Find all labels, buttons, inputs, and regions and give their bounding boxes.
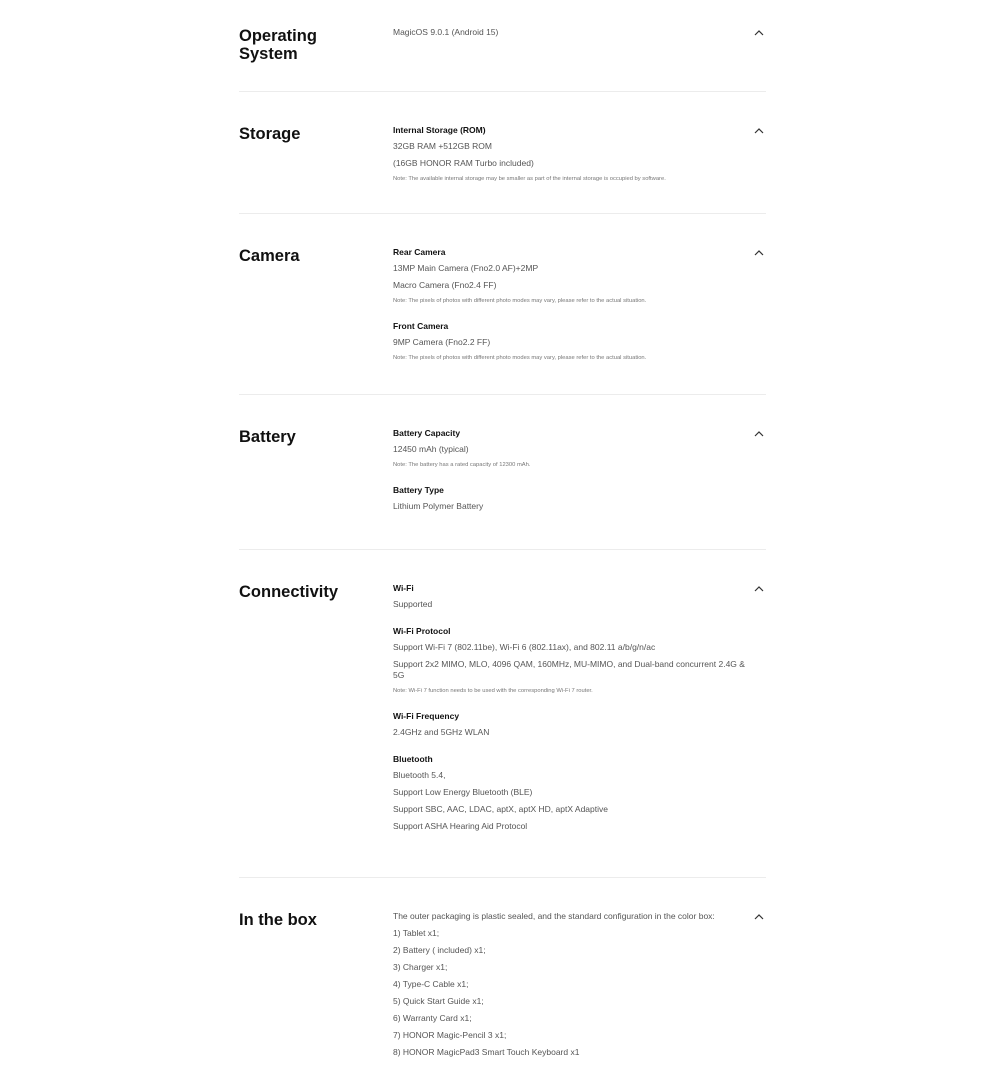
spec-value: Support Wi-Fi 7 (802.11be), Wi-Fi 6 (802.11ax), and 802.11 a/b/g/n/ac bbox=[393, 642, 656, 652]
spec-value: 8) HONOR MagicPad3 Smart Touch Keyboard x1 bbox=[393, 1047, 580, 1057]
section-divider bbox=[239, 877, 766, 878]
chevron-up-icon bbox=[752, 912, 766, 922]
spec-value: 2.4GHz and 5GHz WLAN bbox=[393, 727, 490, 737]
spec-value: 3) Charger x1; bbox=[393, 962, 448, 972]
section-title: Storage bbox=[239, 125, 301, 143]
chevron-up-icon bbox=[752, 126, 766, 136]
spec-label: Rear Camera bbox=[393, 247, 446, 257]
section-body bbox=[393, 247, 748, 378]
spec-group bbox=[393, 247, 748, 305]
section-title: Battery bbox=[239, 428, 296, 446]
spec-label: Front Camera bbox=[393, 321, 449, 331]
box-intro-text: The outer packaging is plastic sealed, and the standard configuration in the color box: bbox=[393, 911, 715, 921]
spec-label: Battery Type bbox=[393, 485, 444, 495]
spec-value: MagicOS 9.0.1 (Android 15) bbox=[393, 27, 499, 37]
spec-value: 5) Quick Start Guide x1; bbox=[393, 996, 484, 1006]
section-divider bbox=[239, 394, 766, 395]
spec-label: Battery Capacity bbox=[393, 428, 461, 438]
spec-label: Internal Storage (ROM) bbox=[393, 125, 486, 135]
section-title: Connectivity bbox=[239, 583, 339, 601]
spec-value: Support Low Energy Bluetooth (BLE) bbox=[393, 787, 533, 797]
spec-value: Bluetooth 5.4, bbox=[393, 770, 446, 780]
spec-value: 1) Tablet x1; bbox=[393, 928, 440, 938]
chevron-up-icon bbox=[752, 429, 766, 439]
section-divider bbox=[239, 549, 766, 550]
collapse-toggle-button[interactable] bbox=[752, 912, 766, 922]
spec-value: 4) Type-C Cable x1; bbox=[393, 979, 469, 989]
section-body bbox=[393, 428, 748, 528]
collapse-toggle-button[interactable] bbox=[752, 248, 766, 258]
spec-note: Note: The pixels of photos with different photo modes may vary, please refer to the actual situation. bbox=[393, 355, 647, 361]
spec-group bbox=[393, 428, 748, 469]
spec-group bbox=[393, 485, 748, 512]
section-title: Operating System bbox=[239, 27, 317, 63]
section-title: Camera bbox=[239, 247, 300, 265]
collapse-toggle-button[interactable] bbox=[752, 584, 766, 594]
spec-group bbox=[393, 626, 748, 695]
section-body bbox=[393, 125, 748, 199]
collapse-toggle-button[interactable] bbox=[752, 429, 766, 439]
spec-value: 12450 mAh (typical) bbox=[393, 444, 469, 454]
spec-value: Supported bbox=[393, 599, 433, 609]
spec-group bbox=[393, 928, 748, 1058]
section-divider bbox=[239, 91, 766, 92]
chevron-up-icon bbox=[752, 248, 766, 258]
spec-value: 2) Battery ( included) x1; bbox=[393, 945, 486, 955]
spec-note: Note: The pixels of photos with different photo modes may vary, please refer to the actual situation. bbox=[393, 298, 647, 304]
section-body bbox=[393, 911, 748, 1074]
collapse-toggle-button[interactable] bbox=[752, 28, 766, 38]
collapse-toggle-button[interactable] bbox=[752, 126, 766, 136]
spec-value: 32GB RAM +512GB ROM bbox=[393, 141, 492, 151]
spec-label: Wi-Fi bbox=[393, 583, 414, 593]
spec-value: Lithium Polymer Battery bbox=[393, 501, 484, 511]
spec-group bbox=[393, 321, 748, 362]
spec-group bbox=[393, 711, 748, 738]
spec-note: Note: The available internal storage may be smaller as part of the internal storage is occupied by software. bbox=[393, 176, 666, 182]
spec-label: Bluetooth bbox=[393, 754, 433, 764]
spec-group bbox=[393, 125, 748, 183]
spec-label: Wi-Fi Protocol bbox=[393, 626, 451, 636]
spec-value: Support ASHA Hearing Aid Protocol bbox=[393, 821, 528, 831]
spec-group bbox=[393, 583, 748, 610]
section-body bbox=[393, 27, 748, 54]
spec-value: (16GB HONOR RAM Turbo included) bbox=[393, 158, 534, 168]
spec-value: Support SBC, AAC, LDAC, aptX, aptX HD, aptX Adaptive bbox=[393, 804, 608, 814]
section-body bbox=[393, 583, 748, 848]
spec-value: Support 2x2 MIMO, MLO, 4096 QAM, 160MHz, MU-MIMO, and Dual-band concurrent 2.4G & 5G bbox=[393, 659, 745, 680]
section-divider bbox=[239, 213, 766, 214]
spec-value: 7) HONOR Magic-Pencil 3 x1; bbox=[393, 1030, 507, 1040]
spec-note: Note: Wi-Fi 7 function needs to be used with the corresponding Wi-Fi 7 router. bbox=[393, 688, 593, 694]
spec-value: 9MP Camera (Fno2.2 FF) bbox=[393, 337, 491, 347]
chevron-up-icon bbox=[752, 584, 766, 594]
spec-value: Macro Camera (Fno2.4 FF) bbox=[393, 280, 497, 290]
spec-group bbox=[393, 27, 748, 38]
spec-note: Note: The battery has a rated capacity of 12300 mAh. bbox=[393, 462, 531, 468]
chevron-up-icon bbox=[752, 28, 766, 38]
spec-label: Wi-Fi Frequency bbox=[393, 711, 460, 721]
spec-value: 13MP Main Camera (Fno2.0 AF)+2MP bbox=[393, 263, 539, 273]
spec-group bbox=[393, 754, 748, 832]
section-title: In the box bbox=[239, 911, 317, 929]
spec-value: 6) Warranty Card x1; bbox=[393, 1013, 472, 1023]
